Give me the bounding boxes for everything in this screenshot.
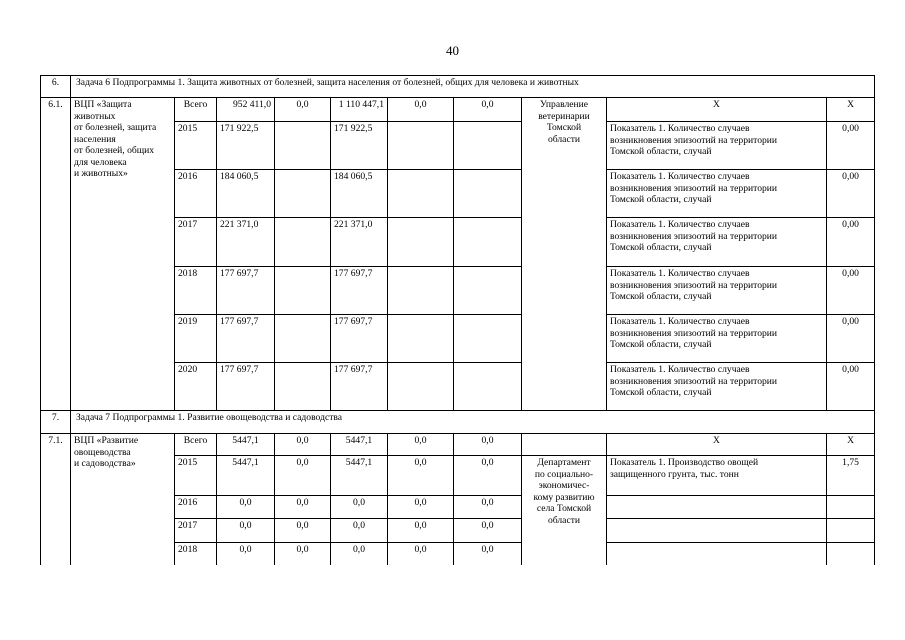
value-cell — [454, 267, 522, 315]
value-cell: 0,0 — [217, 496, 275, 519]
value-cell: 0,0 — [388, 519, 454, 543]
indicator-line: возникновения эпизоотий на территории — [610, 182, 778, 194]
name-line: от болезней, защита — [74, 122, 157, 133]
value-cell: 5447,1 — [217, 456, 275, 496]
value-cell — [275, 267, 331, 315]
year-cell: 2019 — [175, 315, 217, 363]
executor-line: Департамент — [537, 457, 591, 468]
indicator-cell — [607, 519, 827, 543]
value-cell — [388, 315, 454, 363]
value-cell: 1 110 447,1 — [331, 98, 388, 122]
indicator-cell — [607, 170, 827, 218]
value-cell: 0,0 — [388, 434, 454, 456]
executor-line: кому развитию — [533, 491, 595, 503]
indicator-value: 0,00 — [827, 170, 875, 218]
name-line: ВЦП «Развитие — [74, 435, 139, 446]
task-title: Задача 6 Подпрограммы 1. Защита животных от болезней, защита населения от болезней, общих для человека и животных — [71, 76, 875, 98]
value-cell — [275, 122, 331, 170]
value-cell: 0,0 — [388, 496, 454, 519]
indicator-value — [827, 543, 875, 565]
year-cell: 2017 — [175, 218, 217, 267]
executor — [522, 98, 607, 411]
year-cell: 2017 — [175, 519, 217, 543]
indicator-cell — [607, 122, 827, 170]
indicator-value: Х — [827, 434, 875, 456]
value-cell: 0,0 — [331, 519, 388, 543]
value-cell: 952 411,0 — [217, 98, 275, 122]
value-cell: 0,0 — [275, 519, 331, 543]
value-cell: 177 697,7 — [331, 363, 388, 411]
table-row — [41, 434, 875, 456]
indicator-cell — [607, 543, 827, 565]
value-cell: 184 060,5 — [217, 170, 275, 218]
value-cell: 0,0 — [275, 98, 331, 122]
value-cell: 0,0 — [331, 543, 388, 565]
value-cell: 177 697,7 — [331, 267, 388, 315]
executor-line: области — [547, 133, 581, 145]
year-cell: 2015 — [175, 456, 217, 496]
indicator-line: возникновения эпизоотий на территории — [610, 134, 778, 146]
indicator-value — [827, 519, 875, 543]
executor-line: области — [547, 514, 581, 526]
value-cell: 0,0 — [454, 98, 522, 122]
value-cell: 177 697,7 — [217, 267, 275, 315]
indicator-line: Томской области, случай — [610, 387, 712, 398]
name-line: населения — [74, 133, 116, 145]
indicator-line: возникновения эпизоотий на территории — [610, 375, 778, 387]
year-cell: 2018 — [175, 267, 217, 315]
name-line: и животных» — [74, 168, 128, 179]
value-cell: 171 922,5 — [331, 122, 388, 170]
value-cell — [388, 122, 454, 170]
indicator-value — [827, 496, 875, 519]
value-cell — [454, 363, 522, 411]
table-body — [41, 76, 875, 565]
indicator-cell — [607, 363, 827, 411]
task-title: Задача 7 Подпрограммы 1. Развитие овощеводства и садоводства — [71, 411, 875, 434]
value-cell: 0,0 — [388, 543, 454, 565]
executor-line: по социально- — [534, 468, 594, 480]
indicator-line: Томской области, случай — [610, 242, 712, 253]
indicator-line: Показатель 1. Количество случаев — [610, 364, 750, 375]
value-cell: 0,0 — [454, 456, 522, 496]
executor — [522, 456, 607, 565]
year-cell: 2020 — [175, 363, 217, 411]
item-name — [71, 98, 175, 411]
value-cell: 0,0 — [454, 519, 522, 543]
indicator-line: Показатель 1. Количество случаев — [610, 268, 750, 279]
value-cell: 0,0 — [454, 543, 522, 565]
indicator-line: Показатель 1. Количество случаев — [610, 123, 750, 134]
value-cell: 0,0 — [388, 456, 454, 496]
indicator-value: 0,00 — [827, 267, 875, 315]
value-cell: 0,0 — [275, 543, 331, 565]
value-cell: 177 697,7 — [217, 315, 275, 363]
indicator-line: защищенного грунта, тыс. тонн — [610, 468, 739, 480]
value-cell: 177 697,7 — [331, 315, 388, 363]
year-cell: 2018 — [175, 543, 217, 565]
value-cell — [275, 218, 331, 267]
indicator-cell — [607, 267, 827, 315]
value-cell — [275, 315, 331, 363]
name-line: ВЦП «Защита — [74, 99, 132, 110]
value-cell: 171 922,5 — [217, 122, 275, 170]
value-cell — [454, 315, 522, 363]
indicator-line: Томской области, случай — [610, 146, 712, 157]
indicator-cell — [607, 218, 827, 267]
executor-line: Томской — [546, 122, 582, 133]
indicator-value: 0,00 — [827, 122, 875, 170]
value-cell: 5447,1 — [331, 456, 388, 496]
item-number: 7.1. — [41, 434, 71, 565]
task-number: 6. — [41, 76, 71, 98]
value-cell: 0,0 — [454, 496, 522, 519]
year-cell: Всего — [175, 434, 217, 456]
page-number: 40 — [446, 43, 459, 58]
indicator-cell: Х — [607, 434, 827, 456]
executor-line: села Томской — [536, 503, 592, 514]
indicator-line: Показатель 1. Количество случаев — [610, 219, 750, 230]
task-number: 7. — [41, 411, 71, 434]
task-6-row — [41, 76, 875, 98]
task-7-row — [41, 411, 875, 434]
name-line: овощеводства — [74, 446, 131, 458]
name-line: животных — [74, 110, 116, 122]
indicator-line: Томской области, случай — [610, 339, 712, 350]
indicator-line: Томской области, случай — [610, 194, 712, 205]
indicator-value: 0,00 — [827, 315, 875, 363]
value-cell — [388, 267, 454, 315]
value-cell: 0,0 — [275, 434, 331, 456]
value-cell — [275, 170, 331, 218]
indicator-cell — [607, 315, 827, 363]
name-line: для человека — [74, 156, 127, 168]
value-cell — [454, 218, 522, 267]
value-cell: 5447,1 — [217, 434, 275, 456]
indicator-line: Томской области, случай — [610, 291, 712, 302]
value-cell — [454, 122, 522, 170]
value-cell: 0,0 — [331, 496, 388, 519]
value-cell: 0,0 — [454, 434, 522, 456]
program-table-container — [40, 75, 874, 565]
value-cell: 177 697,7 — [217, 363, 275, 411]
indicator-value: 0,00 — [827, 218, 875, 267]
year-cell: 2016 — [175, 170, 217, 218]
value-cell: 5447,1 — [331, 434, 388, 456]
value-cell: 0,0 — [388, 98, 454, 122]
value-cell: 0,0 — [275, 456, 331, 496]
executor-line: Управление — [539, 99, 589, 110]
table-row — [41, 98, 875, 122]
value-cell — [388, 363, 454, 411]
indicator-line: Показатель 1. Производство овощей — [610, 457, 759, 468]
value-cell: 0,0 — [217, 543, 275, 565]
value-cell — [275, 363, 331, 411]
name-line: от болезней, общих — [74, 145, 155, 156]
value-cell: 0,0 — [217, 519, 275, 543]
year-cell: 2015 — [175, 122, 217, 170]
indicator-value: 1,75 — [827, 456, 875, 496]
indicator-line: Показатель 1. Количество случаев — [610, 316, 750, 327]
value-cell: 184 060,5 — [331, 170, 388, 218]
indicator-value: Х — [827, 98, 875, 122]
indicator-line: возникновения эпизоотий на территории — [610, 230, 778, 242]
value-cell — [388, 218, 454, 267]
value-cell — [454, 170, 522, 218]
value-cell: 221 371,0 — [217, 218, 275, 267]
value-cell: 0,0 — [275, 496, 331, 519]
value-cell — [388, 170, 454, 218]
item-name — [71, 434, 175, 565]
executor-top-cell — [522, 434, 607, 456]
indicator-cell — [607, 456, 827, 496]
indicator-line: возникновения эпизоотий на территории — [610, 327, 778, 339]
year-cell: Всего — [175, 98, 217, 122]
indicator-line: Показатель 1. Количество случаев — [610, 171, 750, 182]
program-table — [40, 75, 875, 565]
indicator-value: 0,00 — [827, 363, 875, 411]
indicator-line: возникновения эпизоотий на территории — [610, 279, 778, 291]
name-line: и садоводства» — [74, 458, 136, 469]
indicator-cell: Х — [607, 98, 827, 122]
indicator-cell — [607, 496, 827, 519]
executor-line: ветеринарии — [538, 110, 590, 122]
year-cell: 2016 — [175, 496, 217, 519]
value-cell: 221 371,0 — [331, 218, 388, 267]
item-number: 6.1. — [41, 98, 71, 411]
executor-line: экономичес- — [538, 480, 590, 491]
